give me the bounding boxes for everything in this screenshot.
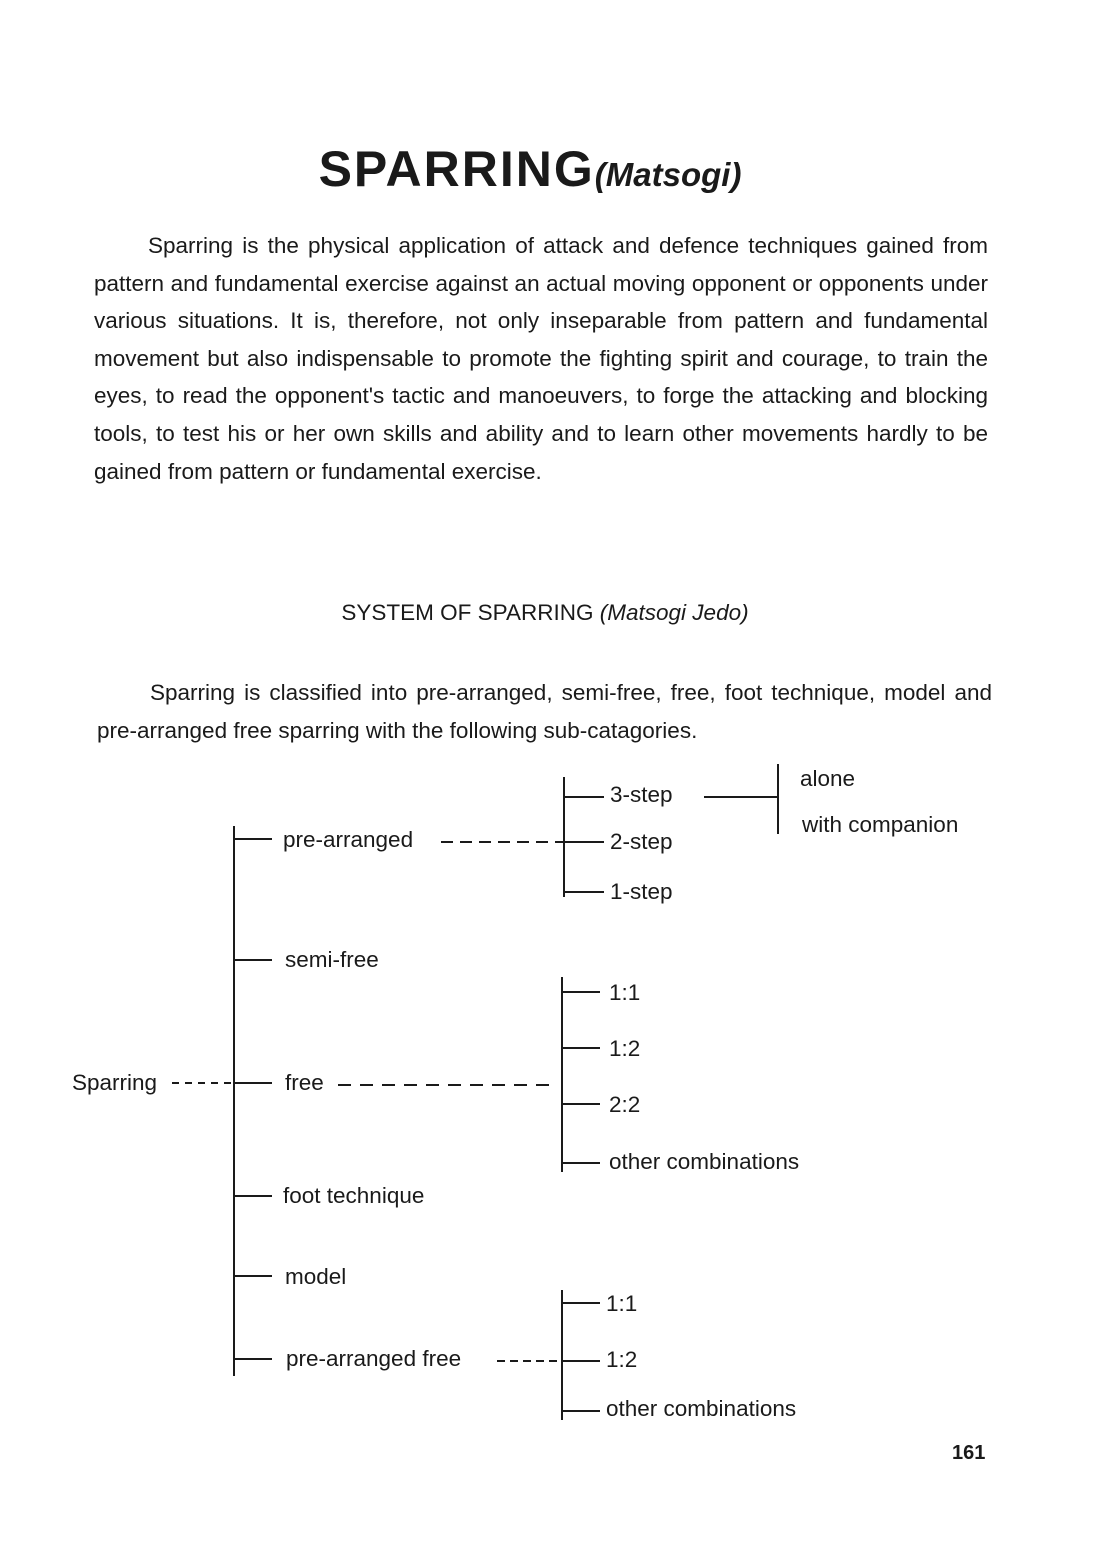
branch-semi-free: semi-free — [285, 947, 379, 972]
page-number: 161 — [952, 1442, 986, 1464]
branch-foot-technique: foot technique — [283, 1183, 425, 1208]
branch-pre-arranged-free: pre-arranged free — [286, 1346, 462, 1371]
classification-paragraph: Sparring is classified into pre-arranged, semi-free, free, foot technique, model and pre-arranged free sparring with the following sub-catagories. — [97, 680, 992, 743]
free-combination-label: other combinations — [609, 1149, 800, 1174]
branch-model: model — [285, 1264, 347, 1289]
step-mode-label: with companion — [802, 812, 959, 837]
branch-free: free — [285, 1070, 324, 1095]
step-label: 3-step — [610, 782, 673, 807]
free-combination-label: 1:1 — [609, 980, 641, 1005]
section-heading-italic: (Matsogi Jedo) — [599, 600, 749, 625]
step-mode-label: alone — [800, 766, 856, 791]
paf-combination-label: other combinations — [606, 1396, 797, 1421]
title-subtitle: (Matsogi) — [594, 156, 742, 193]
title-main: SPARRING — [318, 141, 595, 197]
paf-combination-label: 1:1 — [606, 1291, 638, 1316]
tree-root-label: Sparring — [72, 1070, 158, 1095]
free-combination-label: 2:2 — [609, 1092, 641, 1117]
paf-combination-label: 1:2 — [606, 1347, 638, 1372]
intro-paragraph: Sparring is the physical application of attack and defence techniques gained from pattern and fundamental exercise against an actual moving opponent or opponents under various situations. It is, therefore, not only inseparable from pattern and fundamental movement but also indispensable to promote the fighting spirit and courage, to train the eyes, to read the opponent's tactic and manoeuvers, to forge the attacking and blocking tools, to test his or her own skills and ability and to learn other movements hardly to be gained from pattern or fundamental exercise. — [94, 233, 988, 484]
step-label: 2-step — [610, 829, 673, 854]
step-label: 1-step — [610, 879, 673, 904]
section-heading-text: SYSTEM OF SPARRING — [341, 600, 594, 625]
free-combination-label: 1:2 — [609, 1036, 641, 1061]
branch-pre-arranged: pre-arranged — [283, 827, 414, 852]
